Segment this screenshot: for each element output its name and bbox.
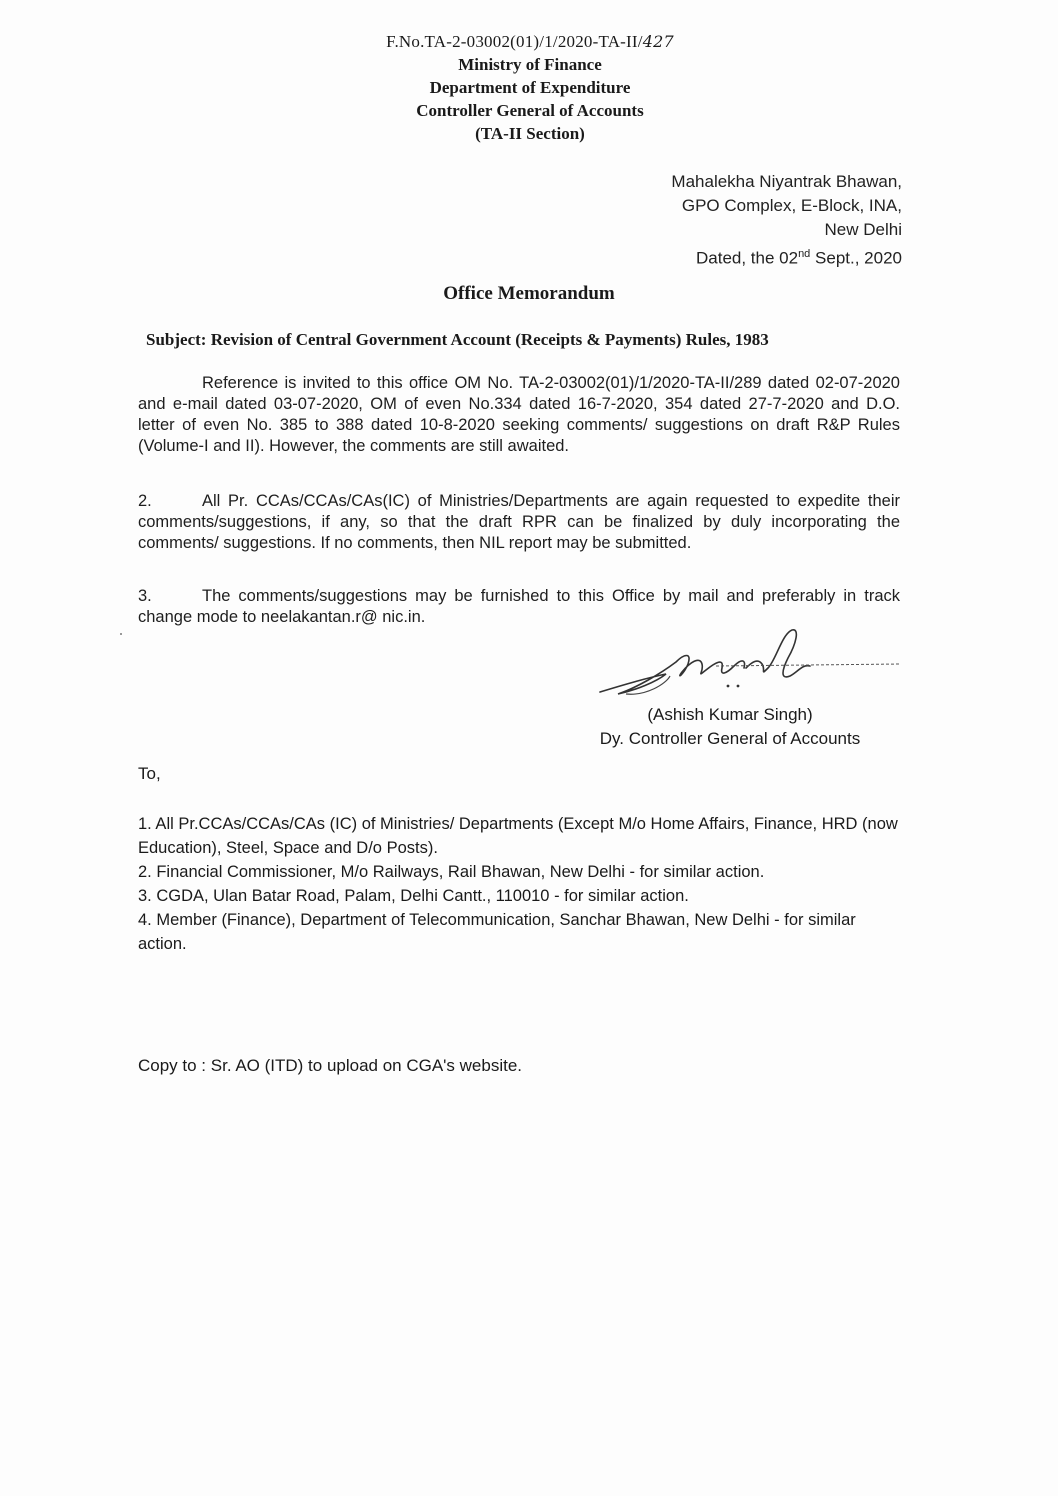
ministry-name: Ministry of Finance [458, 55, 602, 74]
handwritten-signature [596, 624, 906, 704]
letterhead [330, 30, 730, 145]
paragraph-3-text: The comments/suggestions may be furnished to this Office by mail and preferably in track change mode to neelakantan.r@ nic.in. [138, 587, 900, 626]
date-prefix: Dated, the 02 [695, 248, 799, 268]
address-block [671, 170, 902, 271]
paragraph-3-number: 3. [138, 587, 152, 605]
recipient-item: 1. All Pr.CCAs/CCAs/CAs (IC) of Ministries/ Departments (Except M/o Home Affairs, Finance, HRD (now Education), Steel, Space and D/o Posts). [138, 815, 898, 857]
date-superscript: nd [798, 248, 811, 260]
signatory-name: (Ashish Kumar Singh) [647, 705, 813, 724]
department-name: Department of Expenditure [429, 78, 631, 97]
paragraph-3 [138, 586, 900, 628]
paragraph-1: Reference is invited to this office OM No. TA-2-03002(01)/1/2020-TA-II/289 dated 02-07-2020 and e-mail dated 03-07-2020, OM of even No.334 dated 16-7-2020, 354 dated 27-7-2020 and D.O. letter of even No. 385 to 388 dated 10-8-2020 seeking comments/ suggestions on draft R&P Rules (Volume-I and II). However, the comments are still awaited. [138, 374, 900, 455]
paragraph-2 [138, 491, 900, 554]
address-line-2: GPO Complex, E-Block, INA, [681, 196, 902, 215]
paragraph-2-number: 2. [138, 492, 152, 510]
section-name: (TA-II Section) [475, 124, 585, 143]
address-line-1: Mahalekha Niyantrak Bhawan, [671, 172, 902, 191]
to-label: To, [138, 764, 161, 783]
recipient-item: 2. Financial Commissioner, M/o Railways, Rail Bhawan, New Delhi - for similar action. [138, 863, 765, 881]
recipient-item: 3. CGDA, Ulan Batar Road, Palam, Delhi Cantt., 110010 - for similar action. [138, 887, 689, 905]
recipient-item: 4. Member (Finance), Department of Telecommunication, Sanchar Bhawan, New Delhi - for similar action. [138, 911, 856, 953]
scan-speck [120, 633, 122, 635]
office-name: Controller General of Accounts [416, 101, 644, 120]
copy-to-line: Copy to : Sr. AO (ITD) to upload on CGA's website. [138, 1056, 523, 1075]
memo-title: Office Memorandum [443, 283, 615, 304]
file-number-handwritten: 427 [642, 32, 674, 51]
date-suffix: Sept., 2020 [810, 248, 902, 268]
signatory-block [560, 703, 900, 751]
signatory-designation: Dy. Controller General of Accounts [599, 729, 861, 748]
file-number-text: F.No.TA-2-03002(01)/1/2020-TA-II/ [386, 32, 643, 51]
paragraph-2-text: All Pr. CCAs/CCAs/CAs(IC) of Ministries/Departments are again requested to expedite their comments/suggestions, if any, so that the draft RPR can be finalized by duly incorporating the comments/ suggestions. If no comments, then NIL report may be submitted. [138, 492, 900, 552]
address-line-3: New Delhi [824, 220, 902, 239]
file-number [330, 30, 730, 53]
date-line [671, 242, 902, 271]
recipient-list [138, 812, 898, 956]
memo-subject: Subject: Revision of Central Government Account (Receipts & Payments) Rules, 1983 [146, 330, 769, 349]
